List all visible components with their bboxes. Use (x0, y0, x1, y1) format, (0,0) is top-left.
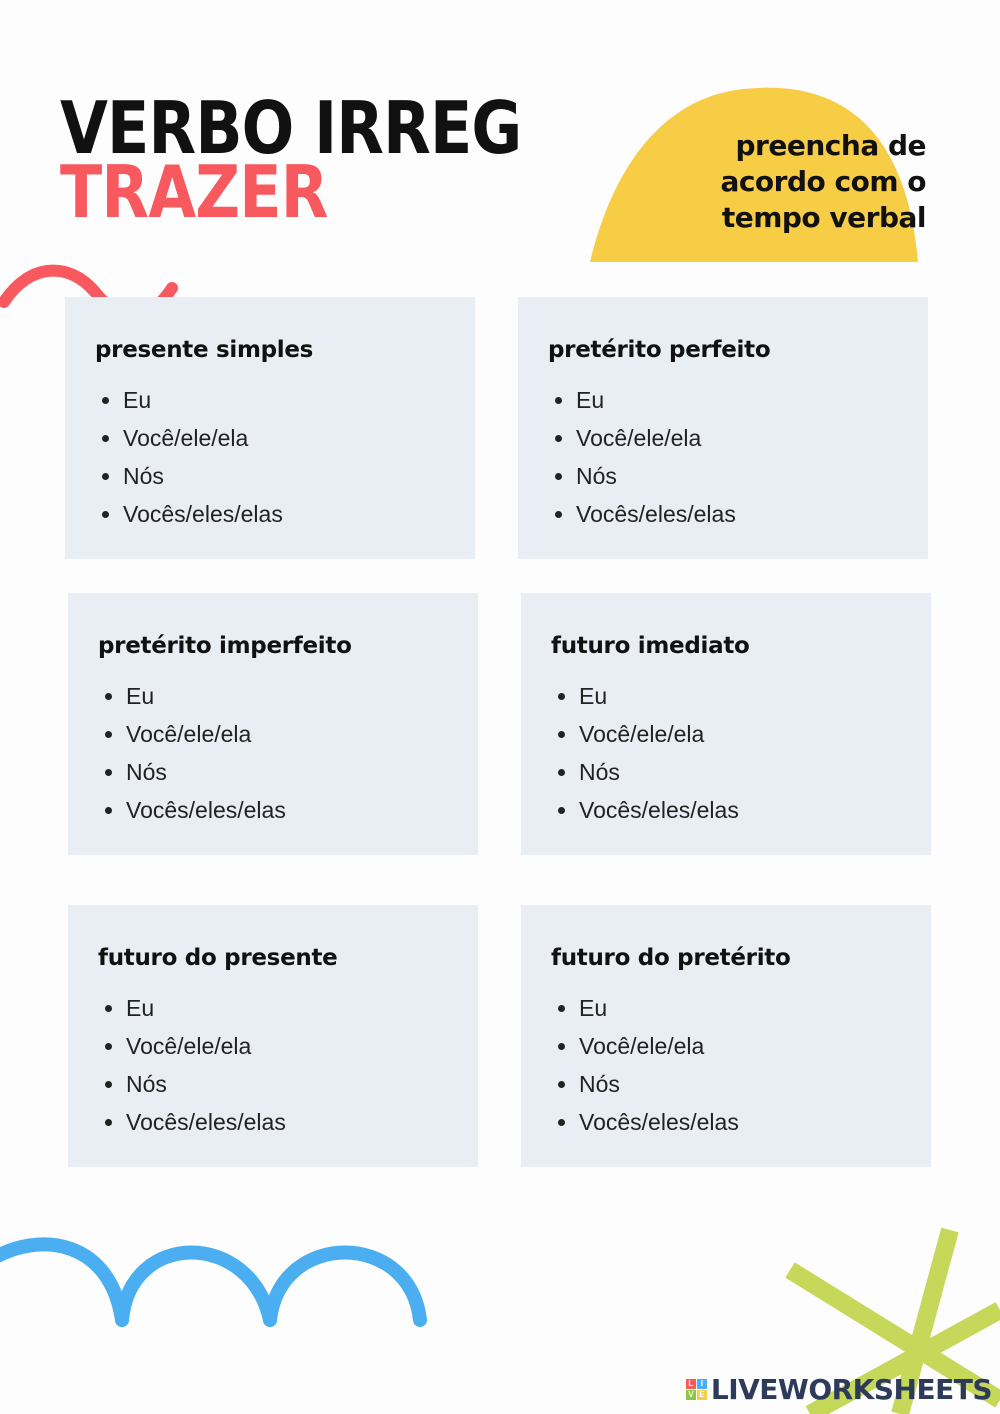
pronoun-item: • Vocês/eles/elas (126, 791, 478, 829)
pronoun-item: • Nós (576, 457, 928, 495)
pronoun-item: • Vocês/eles/elas (123, 495, 475, 533)
pronoun-list (95, 381, 475, 533)
pronoun-item: • Eu (126, 677, 478, 715)
pronoun-item: • Vocês/eles/elas (579, 791, 931, 829)
instruction-line: preencha de (735, 129, 926, 162)
tense-card-futuro-do-preterito (521, 905, 931, 1167)
tense-heading: futuro imediato (551, 633, 750, 659)
pronoun-item: • Você/ele/ela (126, 715, 478, 753)
watermark-text: LIVEWORKSHEETS (710, 1373, 992, 1406)
pronoun-item: • Nós (579, 1065, 931, 1103)
tense-heading: pretérito perfeito (548, 337, 771, 363)
tense-card-preterito-perfeito (518, 297, 928, 559)
tense-card-futuro-imediato (521, 593, 931, 855)
logo-letter: L (686, 1379, 696, 1389)
pronoun-list (551, 677, 931, 829)
liveworksheets-watermark (686, 1373, 992, 1406)
pronoun-item: • Vocês/eles/elas (576, 495, 928, 533)
pronoun-item: • Eu (579, 989, 931, 1027)
pronoun-item: • Você/ele/ela (123, 419, 475, 457)
pronoun-item: • Vocês/eles/elas (126, 1103, 478, 1141)
pronoun-list (98, 989, 478, 1141)
tense-card-futuro-do-presente (68, 905, 478, 1167)
pronoun-item: • Eu (126, 989, 478, 1027)
tense-card-preterito-imperfeito (68, 593, 478, 855)
pronoun-item: • Nós (123, 457, 475, 495)
tense-heading: futuro do pretérito (551, 945, 791, 971)
logo-letter: I (697, 1379, 707, 1389)
pronoun-item: • Nós (126, 1065, 478, 1103)
pronoun-item: • Você/ele/ela (126, 1027, 478, 1065)
logo-letter: V (686, 1390, 696, 1400)
instruction-line: acordo com o (720, 165, 926, 198)
pronoun-item: • Você/ele/ela (579, 715, 931, 753)
tense-heading: presente simples (95, 337, 314, 363)
logo-letter: E (697, 1390, 707, 1400)
pronoun-item: • Eu (579, 677, 931, 715)
pronoun-list (551, 989, 931, 1141)
pronoun-item: • Eu (123, 381, 475, 419)
pronoun-item: • Eu (576, 381, 928, 419)
pronoun-item: • Você/ele/ela (579, 1027, 931, 1065)
pronoun-list (98, 677, 478, 829)
blue-arches-shape (0, 1220, 440, 1330)
pronoun-list (548, 381, 928, 533)
tense-heading: pretérito imperfeito (98, 633, 352, 659)
tense-heading: futuro do presente (98, 945, 338, 971)
verb-title: TRAZER (60, 150, 328, 234)
pronoun-item: • Nós (126, 753, 478, 791)
instruction-line: tempo verbal (721, 201, 926, 234)
pronoun-item: • Você/ele/ela (576, 419, 928, 457)
page-title: VERBO IRREG (60, 86, 522, 170)
tense-card-presente-simples (65, 297, 475, 559)
pronoun-item: • Vocês/eles/elas (579, 1103, 931, 1141)
pronoun-item: • Nós (579, 753, 931, 791)
instruction-text (666, 128, 926, 236)
liveworksheets-logo-icon (686, 1379, 707, 1400)
